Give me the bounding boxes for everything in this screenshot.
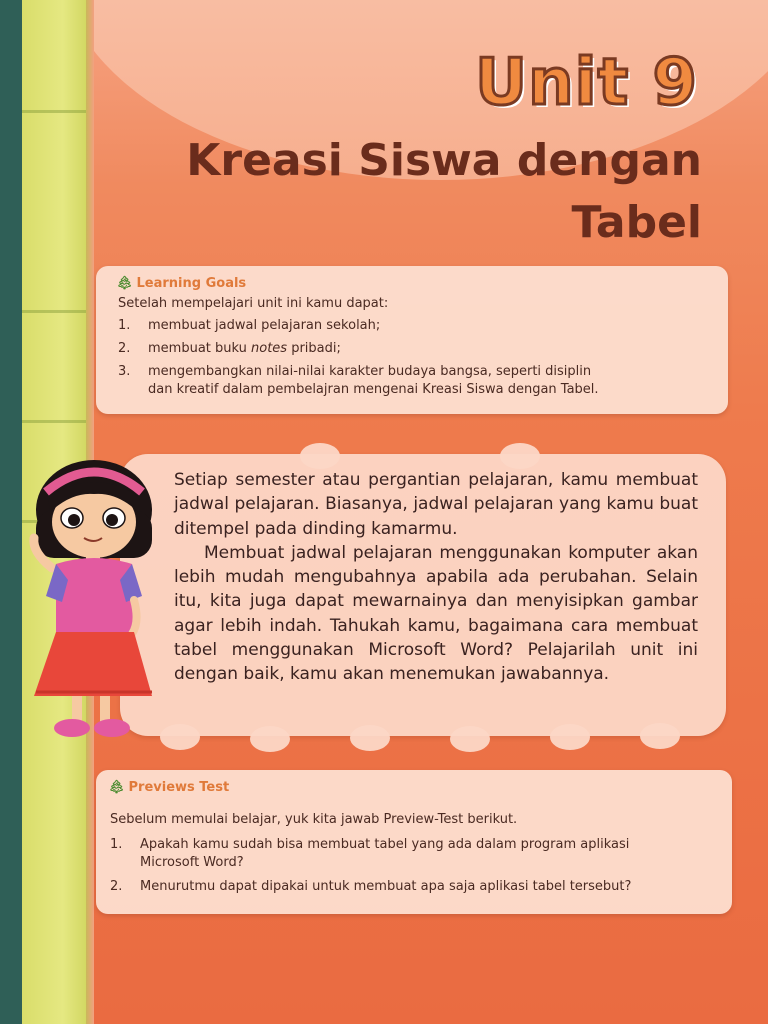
story-paragraph-2: Membuat jadwal pelajaran menggunakan komputer akan lebih mudah mengubahnya apabila ada perubahan. Selain itu, kita juga dapat mewarnainya dan menyisipkan gambar agar lebih indah. Tahukah kamu, bagaimana cara membuat tabel menggunakan Microsoft Word? Pelajarilah unit ini dengan baik, kamu akan menemukan jawabannya.: [174, 542, 698, 685]
cloud-bump: [250, 726, 290, 752]
list-text-line: mengembangkan nilai-nilai karakter budaya bangsa, seperti disiplin: [148, 364, 592, 379]
previews-test-heading: [108, 780, 229, 795]
girl-illustration: [22, 452, 162, 748]
cloud-bump: [450, 726, 490, 752]
list-text-italic: notes: [251, 341, 288, 356]
unit-label: Unit 9: [475, 46, 698, 120]
list-text-line: Microsoft Word?: [140, 855, 244, 870]
list-text: [148, 340, 341, 358]
learning-goals-heading: [116, 276, 246, 291]
page-title: [142, 130, 702, 254]
learning-goals-intro: Setelah mempelajari unit ini kamu dapat:: [118, 296, 389, 311]
previews-test-title: Previews Test: [128, 780, 230, 795]
title-line-2: Tabel: [571, 197, 702, 248]
list-number: 2.: [118, 341, 131, 356]
spine-stripe: [22, 110, 90, 113]
list-text-part: pribadi;: [287, 341, 341, 356]
cloud-bump: [640, 723, 680, 749]
list-number: 1.: [110, 837, 123, 852]
list-text: [148, 363, 599, 399]
previews-test-intro: Sebelum memulai belajar, yuk kita jawab Preview-Test berikut.: [110, 812, 518, 827]
spine-stripe: [22, 310, 90, 313]
list-text: membuat jadwal pelajaran sekolah;: [148, 318, 381, 333]
list-text-part: membuat buku: [148, 341, 252, 356]
list-number: 2.: [110, 879, 123, 894]
list-number: 1.: [118, 318, 131, 333]
list-item: [118, 317, 380, 335]
cloud-bump: [300, 443, 340, 469]
learning-goals-card: [96, 266, 728, 414]
cloud-bump: [160, 724, 200, 750]
list-text-line: dan kreatif dalam pembelajran mengenai Kreasi Siswa dengan Tabel.: [148, 382, 599, 397]
list-number: 3.: [118, 364, 131, 379]
cloud-bump: [350, 725, 390, 751]
list-text: Menurutmu dapat dipakai untuk membuat apa saja aplikasi tabel tersebut?: [140, 879, 632, 894]
learning-goals-title: Learning Goals: [136, 276, 247, 291]
cloud-bump: [500, 443, 540, 469]
list-item: [110, 836, 629, 872]
previews-test-card: [96, 770, 732, 914]
cloud-bump: [550, 724, 590, 750]
list-text: [140, 836, 629, 872]
story-paragraph-1: Setiap semester atau pergantian pelajaran, kamu membuat jadwal pelajaran. Biasanya, jadwal pelajaran yang kamu buat ditempel pada dinding kamarmu.: [174, 470, 698, 539]
tree-icon: 🌲︎: [116, 276, 133, 291]
list-item: [118, 363, 599, 399]
story-text: [174, 468, 698, 687]
list-item: [118, 340, 341, 358]
spine-stripe: [22, 420, 90, 423]
list-text-line: Apakah kamu sudah bisa membuat tabel yang ada dalam program aplikasi: [140, 837, 630, 852]
tree-icon: 🌲︎: [108, 780, 125, 795]
title-line-1: Kreasi Siswa dengan: [186, 135, 702, 186]
list-item: [110, 878, 631, 896]
